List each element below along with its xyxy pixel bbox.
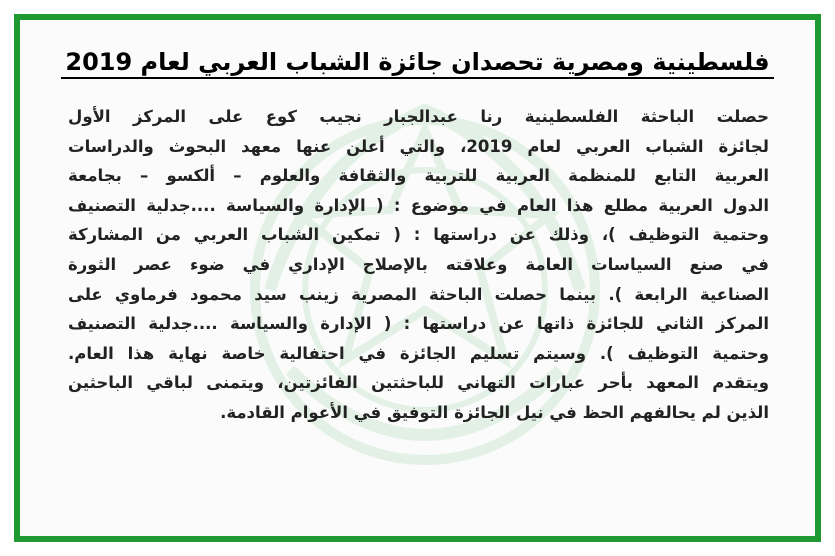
article-line: الذين لم يحالفهم الحظ في نيل الجائزة التوفيق في الأعوام القادمة. bbox=[220, 402, 769, 422]
article-line: العربية التابع للمنظمة العربية للتربية والثقافة والعلوم – ألكسو – بجامعة bbox=[68, 166, 769, 186]
article-line: المركز الثاني للجائزة ذاتها عن دراستها : ( الإدارة والسياسة ....جدلية التصنيف bbox=[68, 314, 769, 334]
article-title bbox=[20, 46, 815, 78]
article-title-text: فلسطينية ومصرية تحصدان جائزة الشباب العربي لعام 2019 bbox=[61, 48, 773, 79]
article-line: وحتمية التوظيف )، وذلك عن دراستها : ( تمكين الشباب العربي من المشاركة bbox=[68, 225, 769, 245]
article-line: الدول العربية مطلع هذا العام في موضوع : ( الإدارة والسياسة ....جدلية التصنيف bbox=[68, 195, 769, 215]
article-line: لجائزة الشباب العربي لعام 2019، والتي أعلن عنها معهد البحوث والدراسات bbox=[68, 136, 769, 156]
article-line: في صنع السياسات العامة وعلاقته بالإصلاح الإداري في ضوء عصر الثورة bbox=[68, 254, 769, 274]
article-line: حصلت الباحثة الفلسطينية رنا عبدالجبار نجيب كوع على المركز الأول bbox=[68, 107, 769, 126]
article-line: ويتقدم المعهد بأحر عبارات التهاني للباحثتين الفائزتين، ويتمنى لباقي الباحثين bbox=[68, 373, 769, 393]
article-line: وحتمية التوظيف ). وسيتم تسليم الجائزة في احتفالية خاصة نهاية هذا العام. bbox=[68, 343, 769, 363]
article-frame bbox=[14, 14, 821, 542]
article-line: الصناعية الرابعة ). بينما حصلت الباحثة المصرية زينب سيد محمود فرماوي على bbox=[68, 284, 769, 304]
article-body bbox=[68, 102, 769, 428]
